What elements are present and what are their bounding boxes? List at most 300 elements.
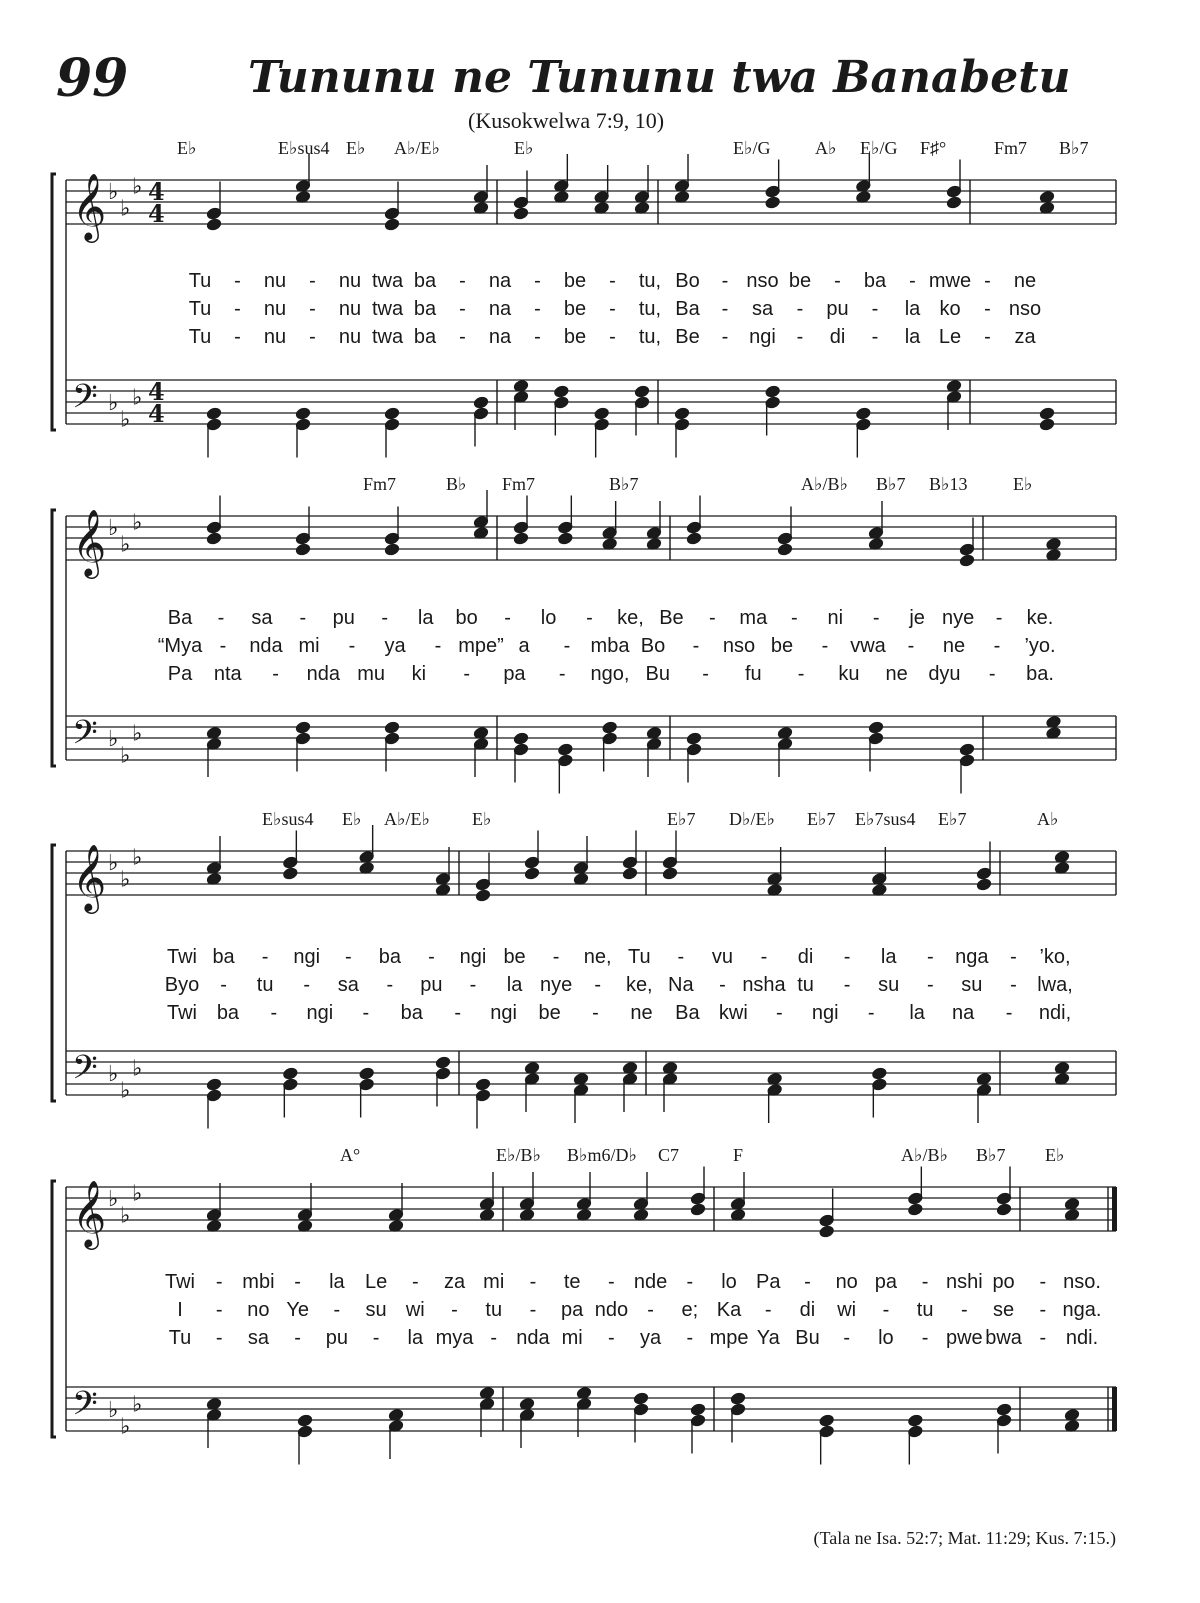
chord-symbol: A♭/B♭ — [801, 474, 848, 494]
lyric-syllable: - — [988, 663, 996, 685]
lyric-syllable: nso — [746, 270, 779, 292]
lyric-syllable: tu, — [638, 326, 662, 348]
flat-sign: ♭ — [108, 1062, 119, 1087]
lyric-syllable: Ba — [167, 607, 193, 629]
lyric-syllable: - — [867, 1002, 875, 1024]
lyric-syllable: twa — [371, 270, 404, 292]
lyric-syllable: - — [563, 635, 571, 657]
chord-symbol: E♭/B♭ — [496, 1145, 541, 1165]
lyric-syllable: ne — [885, 663, 908, 685]
notehead — [554, 385, 569, 398]
lyric-syllable: lo — [540, 607, 557, 629]
lyric-syllable: - — [609, 270, 616, 292]
notehead — [1039, 407, 1054, 420]
lyric-syllable: pu — [332, 607, 355, 629]
lyric-syllable: Twi — [167, 946, 197, 968]
treble-clef: 𝄞 — [72, 172, 107, 240]
lyric-syllable: nu — [263, 326, 287, 348]
notehead — [819, 1414, 834, 1427]
chord-symbol: E♭7 — [938, 809, 967, 829]
lyric-syllable: Tu — [168, 1327, 192, 1349]
notehead — [602, 721, 617, 734]
lyric-syllable: la — [417, 607, 434, 629]
notehead — [384, 721, 399, 734]
flat-sign: ♭ — [132, 385, 143, 411]
lyric-syllable: - — [721, 298, 729, 320]
lyric-syllable: - — [215, 1271, 223, 1293]
notehead — [662, 867, 677, 880]
notehead — [384, 407, 399, 420]
chord-symbol: E♭ — [1013, 474, 1033, 494]
lyric-syllable: twa — [371, 326, 404, 348]
lyric-syllable: - — [469, 974, 477, 996]
lyric-syllable: ngi — [490, 1002, 517, 1024]
lyric-syllable: - — [719, 974, 726, 996]
lyric-syllable: Le — [938, 326, 962, 348]
lyric-syllable: nga. — [1062, 1299, 1102, 1321]
chord-symbol: F — [733, 1145, 744, 1165]
lyric-syllable: ke. — [1026, 607, 1054, 629]
lyric-syllable: - — [534, 270, 541, 292]
lyric-syllable: mi — [298, 635, 320, 657]
lyric-syllable: pu — [826, 298, 849, 320]
lyric-syllable: Pa — [167, 663, 193, 685]
notehead — [633, 1392, 648, 1405]
lyric-syllable: - — [309, 326, 316, 348]
lyric-syllable: ba — [212, 946, 235, 968]
lyric-syllable: lo — [878, 1327, 894, 1349]
lyric-syllable: ke, — [625, 974, 653, 996]
lyric-syllable: sa — [337, 974, 359, 996]
lyric-syllable: - — [804, 1271, 811, 1293]
lyric-syllable: vu — [711, 946, 733, 968]
notehead — [475, 1078, 490, 1091]
notehead — [996, 1403, 1011, 1416]
notehead — [475, 889, 490, 902]
flat-sign: ♭ — [108, 180, 119, 205]
flat-sign: ♭ — [132, 1392, 143, 1418]
lyric-syllable: dyu — [928, 663, 961, 685]
lyric-syllable: mba — [590, 635, 630, 657]
lyric-syllable: - — [592, 1002, 599, 1024]
notehead — [730, 1392, 745, 1405]
lyric-syllable: e; — [681, 1299, 699, 1321]
lyric-syllable: ba — [413, 326, 437, 348]
lyric-syllable: nye — [540, 974, 573, 996]
time-signature-bottom: 4 — [148, 399, 165, 428]
notehead — [206, 218, 221, 231]
lyric-syllable: Le — [364, 1271, 388, 1293]
lyric-syllable: - — [843, 974, 851, 996]
lyric-syllable: wi — [405, 1299, 425, 1321]
chord-symbol: E♭sus4 — [278, 138, 330, 158]
lyric-syllable: “Mya — [157, 635, 203, 657]
notehead — [473, 396, 488, 409]
notehead — [959, 554, 974, 567]
lyric-syllable: ya — [640, 1327, 662, 1349]
lyric-syllable: sa — [751, 298, 774, 320]
lyric-syllable: - — [995, 607, 1003, 629]
notehead — [946, 196, 961, 209]
lyric-syllable: ndi, — [1038, 1002, 1072, 1024]
bass-clef: 𝄢 — [72, 1385, 98, 1431]
lyric-syllable: su — [365, 1299, 387, 1321]
lyric-syllable: - — [219, 635, 227, 657]
lyric-syllable: be — [788, 270, 812, 292]
lyric-syllable: nshi — [945, 1271, 983, 1293]
lyric-syllable: - — [871, 326, 879, 348]
lyric-syllable: nu — [338, 326, 362, 348]
notehead — [996, 1203, 1011, 1216]
notehead — [513, 732, 528, 745]
lyric-syllable: Ya — [756, 1327, 780, 1349]
lyric-syllable: no — [247, 1299, 270, 1321]
bass-clef: 𝄢 — [72, 1049, 98, 1095]
lyric-syllable: - — [921, 1327, 929, 1349]
lyric-syllable: - — [834, 270, 841, 292]
lyric-syllable: mu — [357, 663, 386, 685]
lyric-syllable: la — [407, 1327, 424, 1349]
lyric-syllable: nga — [955, 946, 989, 968]
lyric-syllable: - — [299, 607, 307, 629]
final-barline-thick — [1112, 1387, 1117, 1431]
lyric-syllable: - — [434, 635, 442, 657]
lyric-syllable: - — [428, 946, 435, 968]
lyric-syllable: la — [904, 298, 921, 320]
lyric-syllable: - — [702, 663, 709, 685]
system-bracket — [52, 510, 56, 766]
flat-sign: ♭ — [108, 851, 119, 876]
lyric-syllable: sa — [251, 607, 273, 629]
lyric-syllable: - — [529, 1271, 537, 1293]
lyric-syllable: mi — [483, 1271, 505, 1293]
lyric-syllable: no — [835, 1271, 858, 1293]
lyric-syllable: se — [993, 1299, 1015, 1321]
chord-symbol: E♭/G — [733, 138, 771, 158]
lyric-syllable: ndo — [594, 1299, 629, 1321]
lyric-syllable: - — [709, 607, 716, 629]
lyric-syllable: be — [563, 298, 587, 320]
lyric-syllable: - — [490, 1327, 498, 1349]
flat-sign: ♭ — [108, 1398, 119, 1423]
lyric-syllable: ni — [827, 607, 844, 629]
notehead — [1039, 418, 1054, 431]
lyric-syllable: - — [386, 974, 394, 996]
lyric-syllable: tu — [797, 974, 814, 996]
lyric-syllable: be — [538, 1002, 561, 1024]
time-signature-bottom: 4 — [148, 199, 165, 228]
lyric-syllable: tu, — [638, 298, 662, 320]
flat-sign: ♭ — [120, 532, 131, 558]
lyric-syllable: ngi — [293, 946, 321, 968]
lyric-syllable: la — [909, 1002, 925, 1024]
chord-symbol: B♭13 — [929, 474, 968, 494]
lyric-syllable: po — [992, 1271, 1015, 1293]
lyric-syllable: - — [721, 270, 729, 292]
lyric-syllable: ngi — [459, 946, 487, 968]
chord-symbol: C7 — [658, 1145, 680, 1165]
lyric-syllable: su — [961, 974, 983, 996]
lyric-syllable: Tu — [627, 946, 651, 968]
flat-sign: ♭ — [108, 1187, 119, 1212]
notehead — [856, 407, 871, 420]
lyric-syllable: - — [372, 1327, 380, 1349]
lyric-syllable: wi — [837, 1299, 857, 1321]
lyric-syllable: bo — [455, 607, 478, 629]
bass-clef: 𝄢 — [72, 714, 98, 760]
chord-symbol: A° — [340, 1145, 361, 1165]
lyric-syllable: a — [518, 635, 530, 657]
lyric-syllable: - — [333, 1299, 341, 1321]
lyric-syllable: tu — [256, 974, 274, 996]
notehead — [384, 218, 399, 231]
lyric-syllable: na — [951, 1002, 975, 1024]
lyric-syllable: - — [234, 326, 241, 348]
notehead — [295, 721, 310, 734]
lyric-syllable: - — [961, 1299, 968, 1321]
lyric-syllable: te — [563, 1271, 581, 1293]
lyric-syllable: be — [503, 946, 526, 968]
lyric-syllable: - — [686, 1327, 694, 1349]
lyric-syllable: - — [215, 1299, 223, 1321]
lyric-syllable: nda — [306, 663, 341, 685]
lyric-syllable: lwa, — [1037, 974, 1073, 996]
lyric-syllable: ke, — [617, 607, 644, 629]
lyric-syllable: bwa — [985, 1327, 1022, 1349]
notehead — [765, 196, 780, 209]
lyric-syllable: I — [177, 1299, 183, 1321]
lyric-syllable: pa — [874, 1271, 898, 1293]
lyric-syllable: Ba — [675, 1002, 700, 1024]
lyric-syllable: - — [882, 1299, 890, 1321]
lyric-syllable: be — [563, 270, 587, 292]
lyric-syllable: - — [926, 946, 934, 968]
lyric-syllable: - — [344, 946, 352, 968]
lyric-syllable: Be — [659, 607, 684, 629]
lyric-syllable: Ka — [716, 1299, 742, 1321]
chord-symbol: D♭/E♭ — [729, 809, 775, 829]
system-bracket — [52, 845, 56, 1101]
lyric-syllable: - — [411, 1271, 419, 1293]
lyric-syllable: - — [1039, 1299, 1047, 1321]
system-bracket — [52, 1181, 56, 1437]
lyric-syllable: Pa — [756, 1271, 781, 1293]
notehead — [206, 407, 221, 420]
lyric-syllable: Bo — [640, 635, 666, 657]
lyric-syllable: pa — [503, 663, 526, 685]
lyric-syllable: pu — [325, 1327, 348, 1349]
lyric-syllable: sa — [247, 1327, 269, 1349]
treble-clef: 𝄞 — [72, 843, 107, 911]
lyric-syllable: pa — [561, 1299, 584, 1321]
lyric-syllable: Twi — [165, 1271, 195, 1293]
lyric-syllable: Tu — [188, 326, 212, 348]
notehead — [976, 878, 991, 891]
lyric-syllable: la — [329, 1271, 345, 1293]
lyric-syllable: - — [907, 635, 915, 657]
lyric-syllable: - — [381, 607, 389, 629]
flat-sign: ♭ — [120, 1078, 131, 1104]
notehead — [283, 1067, 298, 1080]
time-signature-top: 4 — [148, 377, 165, 406]
lyric-syllable: - — [534, 326, 541, 348]
lyric-syllable: la — [506, 974, 523, 996]
cross-references: (Tala ne Isa. 52:7; Mat. 11:29; Kus. 7:15.) — [813, 1528, 1116, 1548]
lyric-syllable: ngo, — [590, 663, 630, 685]
lyric-syllable: - — [303, 974, 311, 996]
notehead — [435, 1056, 450, 1069]
lyric-syllable: nye — [941, 607, 975, 629]
lyric-syllable: - — [796, 326, 804, 348]
lyric-syllable: Tu — [188, 298, 212, 320]
lyric-syllable: na — [488, 270, 512, 292]
lyric-syllable: nso — [1008, 298, 1042, 320]
time-signature-top: 4 — [148, 177, 165, 206]
lyric-syllable: - — [872, 607, 880, 629]
lyric-syllable: nu — [263, 270, 287, 292]
chord-symbol: E♭ — [472, 809, 492, 829]
lyric-syllable: di — [829, 326, 846, 348]
lyric-syllable: - — [721, 326, 729, 348]
flat-sign: ♭ — [132, 721, 143, 747]
lyric-syllable: - — [984, 326, 991, 348]
flat-sign: ♭ — [108, 391, 119, 416]
chord-symbol: Fm7 — [363, 474, 397, 494]
flat-sign: ♭ — [132, 174, 143, 200]
flat-sign: ♭ — [132, 510, 143, 536]
lyric-syllable: nde — [633, 1271, 668, 1293]
lyric-syllable: za — [443, 1271, 466, 1293]
chord-symbol: E♭7sus4 — [855, 809, 916, 829]
lyric-syllable: - — [463, 663, 470, 685]
lyric-syllable: - — [594, 974, 602, 996]
lyric-syllable: nso. — [1063, 1271, 1101, 1293]
lyric-syllable: ku — [838, 663, 860, 685]
lyric-syllable: ngi — [811, 1002, 839, 1024]
lyric-syllable: nda — [516, 1327, 550, 1349]
lyric-syllable: ba — [378, 946, 401, 968]
notehead — [819, 1225, 834, 1238]
lyric-syllable: - — [775, 1002, 783, 1024]
lyric-syllable: - — [552, 946, 560, 968]
chord-symbol: Fm7 — [994, 138, 1028, 158]
treble-clef: 𝄞 — [72, 1179, 107, 1247]
lyric-syllable: ko — [939, 298, 961, 320]
lyric-syllable: tu — [916, 1299, 934, 1321]
lyric-syllable: - — [234, 270, 241, 292]
chord-symbol: Fm7 — [502, 474, 536, 494]
flat-sign: ♭ — [120, 196, 131, 222]
flat-sign: ♭ — [120, 743, 131, 769]
lyric-syllable: - — [504, 607, 511, 629]
lyric-syllable: be — [563, 326, 587, 348]
lyric-syllable: Na — [668, 974, 694, 996]
lyric-syllable: mbi — [242, 1271, 275, 1293]
lyric-syllable: mwe — [928, 270, 972, 292]
notehead — [686, 732, 701, 745]
notehead — [777, 543, 792, 556]
lyric-syllable: - — [843, 946, 851, 968]
chord-symbol: E♭ — [1045, 1145, 1065, 1165]
lyric-syllable: - — [234, 298, 241, 320]
lyric-syllable: - — [1010, 946, 1017, 968]
notehead — [558, 743, 573, 756]
notehead — [297, 1414, 312, 1427]
notehead — [295, 543, 310, 556]
chord-symbol: A♭/E♭ — [394, 138, 440, 158]
lyric-syllable: ’ko, — [1039, 946, 1071, 968]
lyric-syllable: - — [797, 663, 805, 685]
lyric-syllable: Bu — [645, 663, 670, 685]
lyric-syllable: - — [926, 974, 934, 996]
bass-clef: 𝄢 — [72, 378, 98, 424]
lyric-syllable: Be — [675, 326, 700, 348]
lyric-syllable: - — [1005, 1002, 1013, 1024]
notehead — [524, 867, 539, 880]
lyric-syllable: - — [309, 298, 316, 320]
chord-symbol: A♭ — [1037, 809, 1059, 829]
lyric-syllable: ne — [1013, 270, 1037, 292]
lyric-syllable: - — [843, 1327, 851, 1349]
notehead — [908, 1414, 923, 1427]
chord-symbol: E♭7 — [667, 809, 696, 829]
lyric-syllable: - — [686, 1271, 694, 1293]
notehead — [513, 207, 528, 220]
lyric-syllable: - — [272, 663, 279, 685]
notehead — [295, 407, 310, 420]
lyric-syllable: - — [1039, 1327, 1047, 1349]
lyric-syllable: ngi — [749, 326, 776, 348]
lyric-syllable: - — [647, 1299, 654, 1321]
lyric-syllable: - — [760, 946, 768, 968]
lyric-syllable: ’yo. — [1024, 635, 1056, 657]
lyric-syllable: Twi — [167, 1002, 197, 1024]
lyric-syllable: - — [1039, 1271, 1047, 1293]
chord-symbol: E♭ — [346, 138, 366, 158]
chord-symbol: E♭sus4 — [262, 809, 314, 829]
lyric-syllable: - — [309, 270, 316, 292]
notehead — [359, 1067, 374, 1080]
system-4 — [0, 1147, 1200, 1447]
chord-symbol: E♭ — [514, 138, 534, 158]
lyric-syllable: - — [459, 270, 466, 292]
chord-symbol: E♭7 — [807, 809, 836, 829]
lyric-syllable: fu — [744, 663, 762, 685]
lyric-syllable: pwe — [945, 1327, 983, 1349]
notehead — [872, 1067, 887, 1080]
chord-symbol: A♭ — [815, 138, 837, 158]
lyric-syllable: - — [608, 1327, 615, 1349]
lyric-syllable: nda — [249, 635, 283, 657]
lyric-syllable: - — [692, 635, 700, 657]
notehead — [206, 532, 221, 545]
lyric-syllable: - — [534, 298, 541, 320]
flat-sign: ♭ — [132, 1181, 143, 1207]
lyric-syllable: - — [871, 298, 879, 320]
notehead — [674, 407, 689, 420]
chord-symbol: B♭m6/D♭ — [567, 1145, 637, 1165]
lyric-syllable: la — [904, 326, 921, 348]
lyric-syllable: mpe — [709, 1327, 749, 1349]
lyric-syllable: - — [790, 607, 798, 629]
lyric-syllable: nta — [213, 663, 242, 685]
lyric-syllable: nso — [722, 635, 756, 657]
notehead — [868, 721, 883, 734]
lyric-syllable: - — [529, 1299, 537, 1321]
chord-symbol: B♭7 — [976, 1145, 1006, 1165]
flat-sign: ♭ — [120, 407, 131, 433]
lyric-syllable: ndi. — [1065, 1327, 1099, 1349]
